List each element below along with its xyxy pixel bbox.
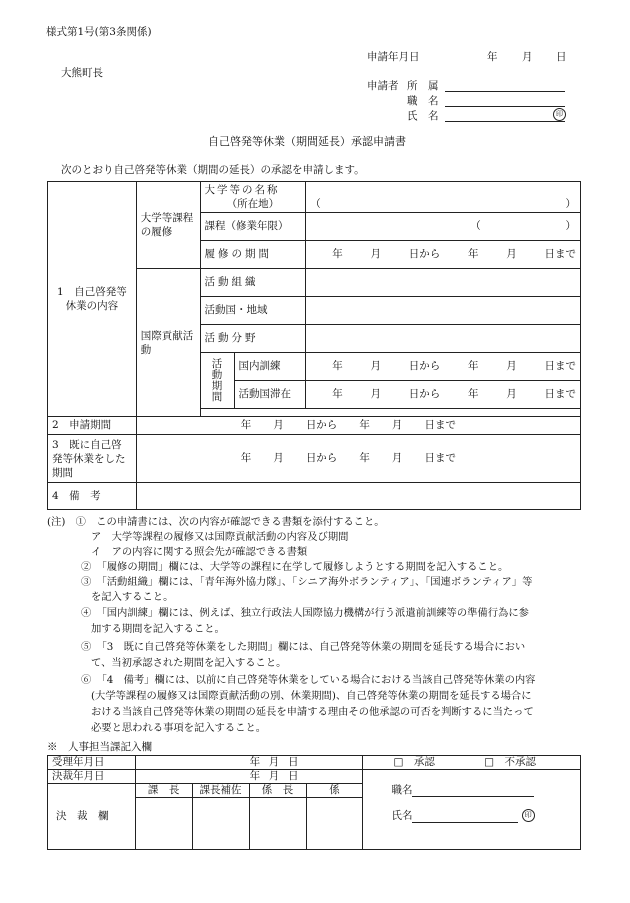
decided-date-field[interactable]: 年 月 日	[135, 770, 363, 784]
note-6-cont2: おける当該自己啓発等休業の期間の延長を申請する理由その他承認の可否を判断するに当たって	[91, 706, 534, 718]
abroad-label: 活動国滞在	[234, 381, 306, 409]
field-field[interactable]	[306, 325, 581, 353]
hr-title-label: 職名	[391, 784, 413, 796]
apply-month: 月	[522, 51, 533, 63]
application-table	[47, 181, 581, 510]
note-6: ⑥ 「4 備考」欄には、以前に自己啓発等休業をしている場合における当該自己啓発等休業の内容	[81, 674, 536, 686]
reject-checkbox[interactable]: □ 不承認	[484, 756, 536, 768]
section4-label: 4 備 考	[48, 483, 137, 510]
dept-label: 所 属	[407, 80, 439, 92]
received-label: 受理年月日	[48, 756, 136, 770]
name-field[interactable]	[445, 109, 565, 122]
received-date-field[interactable]: 年 月 日	[135, 756, 363, 770]
title-label: 職 名	[407, 95, 439, 107]
univ-name-label: 大学等の名称 （所在地）	[200, 182, 306, 213]
country-label: 活動国・地域	[200, 297, 306, 325]
note-1b: イ アの内容に関する照会先が確認できる書類	[91, 546, 308, 558]
remarks-field[interactable]	[136, 483, 580, 510]
hr-title-field[interactable]	[412, 784, 534, 797]
note-6-cont3: 必要と思われる事項を記入すること。	[91, 722, 267, 734]
note-3: ③ 「活動組織」欄には、「青年海外協力隊」、「シニア海外ボランティア」、「国連ボランティア」等	[81, 576, 533, 588]
hr-section-title: ※ 人事担当課記入欄	[47, 741, 152, 753]
country-field[interactable]	[306, 297, 581, 325]
prior-period-field[interactable]: 年 月 日から 年 月 日まで	[136, 435, 580, 483]
note-5: ⑤ 「3 既に自己啓発等休業をした期間」欄には、自己啓発等休業の期間を延長する場合におい	[81, 641, 526, 653]
org-field[interactable]	[306, 269, 581, 297]
stamp-kacho-hosa[interactable]	[192, 798, 249, 850]
intl-label: 国際貢献活動	[136, 269, 200, 417]
note-1a: ア 大学等課程の履修又は国際貢献活動の内容及び期間	[91, 531, 349, 543]
stamp-kakari[interactable]	[306, 798, 363, 850]
section2-label: 2 申請期間	[48, 417, 137, 435]
note-1: (注) ① この申請書には、次の内容が確認できる書類を添付すること。	[47, 516, 385, 528]
kessai-label: 決 裁 欄	[48, 784, 136, 850]
domestic-field[interactable]: 年 月 日から 年 月 日まで	[306, 353, 581, 381]
approval-choice[interactable]	[363, 756, 581, 770]
request-period-field[interactable]: 年 月 日から 年 月 日まで	[136, 417, 580, 435]
title-field[interactable]	[445, 94, 565, 107]
hr-name-field[interactable]	[412, 810, 518, 823]
applicant-label: 申請者	[367, 80, 399, 92]
course-label: 課程（修業年限）	[200, 213, 306, 241]
hr-table	[47, 755, 581, 850]
note-4-cont: 加する期間を記入すること。	[91, 623, 225, 635]
role-kakari: 係	[306, 784, 363, 798]
note-2: ② 「履修の期間」欄には、大学等の課程に在学して履修しようとする期間を記入すること。	[81, 561, 509, 573]
hr-name-label: 氏名	[391, 809, 413, 822]
intro-text: 次のとおり自己啓発等休業（期間の延長）の承認を申請します。	[61, 164, 365, 176]
field-label: 活動分野	[200, 325, 306, 353]
abroad-field[interactable]: 年 月 日から 年 月 日まで	[306, 381, 581, 409]
addressee: 大熊町長	[61, 67, 103, 79]
document-title: 自己啓発等休業（期間延長）承認申請書	[208, 135, 406, 148]
dept-field[interactable]	[445, 79, 565, 92]
org-label: 活動組織	[200, 269, 306, 297]
stamp-kakaricho[interactable]	[249, 798, 306, 850]
period-label: 履修の期間	[200, 241, 306, 269]
hr-officer-area	[363, 770, 581, 850]
decided-label: 決裁年月日	[48, 770, 136, 784]
section3-label: 3 既に自己啓発等休業をした期間	[48, 435, 137, 483]
role-kacho: 課 長	[135, 784, 192, 798]
note-6-cont1: (大学等課程の履修又は国際貢献活動の別、休業期間)、自己啓発等休業の期間を延長する場合に	[91, 690, 532, 702]
applicant-seal-icon: 印	[553, 108, 566, 121]
activity-period-label: 活動期間	[200, 353, 234, 409]
section1-label: 1 自己啓発等休業の内容	[48, 182, 137, 417]
univ-name-field[interactable]: （ ）	[306, 182, 581, 213]
hr-seal-icon: 印	[522, 809, 535, 822]
note-4: ④ 「国内訓練」欄には、例えば、独立行政法人国際協力機構が行う派遣前訓練等の準備行為に参	[81, 607, 529, 619]
approve-checkbox[interactable]: □ 承認	[393, 756, 435, 768]
note-3-cont: を記入すること。	[91, 591, 174, 603]
univ-label: 大学等課程の履修	[136, 182, 200, 269]
note-5-cont: て、当初承認された期間を記入すること。	[91, 657, 287, 669]
name-label: 氏 名	[407, 110, 439, 122]
role-kakaricho: 係 長	[249, 784, 306, 798]
stamp-kacho[interactable]	[135, 798, 192, 850]
apply-day: 日	[556, 51, 567, 63]
domestic-label: 国内訓練	[234, 353, 306, 381]
role-kacho-hosa: 課長補佐	[192, 784, 249, 798]
apply-year: 年	[487, 51, 498, 63]
course-field[interactable]: （ ）	[306, 213, 581, 241]
form-number: 様式第1号(第3条関係)	[46, 26, 152, 38]
apply-date-label: 申請年月日	[367, 51, 420, 63]
period-field[interactable]: 年 月 日から 年 月 日まで	[306, 241, 581, 269]
